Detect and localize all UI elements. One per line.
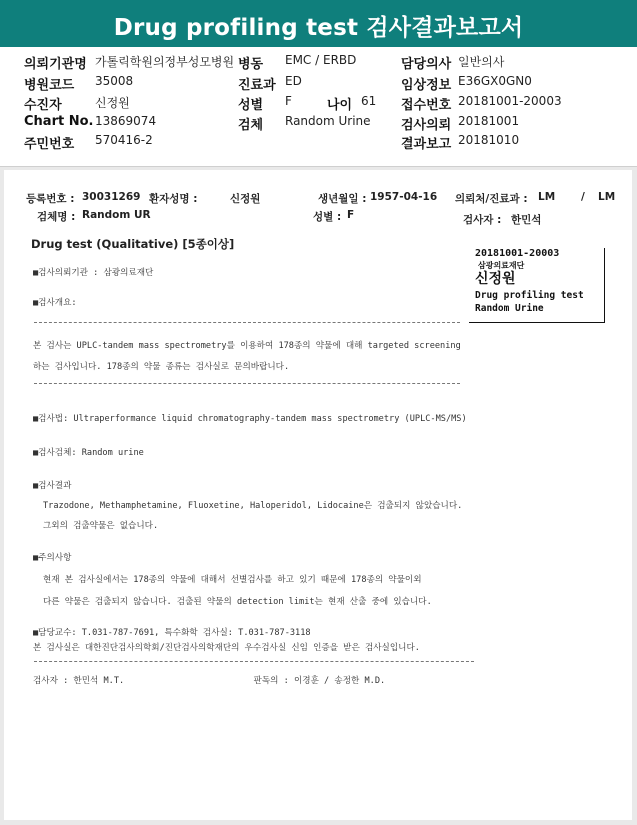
- caution-line-1: 현재 본 검사실에서는 178종의 약물에 대해서 선별검사를 하고 있기 때문에 178종의 약물이외: [43, 575, 422, 585]
- contact-line: ■담당교수: T.031-787-7691, 특수화학 검사실: T.031-787-3118: [33, 628, 311, 638]
- info-row: [0, 114, 637, 133]
- certification-line: 본 검사실은 대한진단검사의학회/진단검사의학재단의 우수검사실 신임 인증을 받은 검사실입니다.: [33, 643, 420, 653]
- info-label: 수진자: [24, 98, 62, 113]
- info-row: [0, 133, 637, 152]
- dob-value: 1957-04-16: [370, 191, 438, 203]
- test-title: Drug test (Qualitative) [5종이상]: [31, 237, 235, 251]
- info-row: [0, 74, 637, 93]
- info-row: [0, 94, 637, 113]
- info-label: 접수번호: [401, 98, 452, 113]
- info-value: F: [285, 94, 292, 108]
- info-value: EMC / ERBD: [285, 53, 357, 67]
- caution-heading: ■주의사항: [33, 553, 72, 563]
- title-bar: [0, 0, 637, 47]
- sample-patient-name: 신정원: [475, 271, 516, 287]
- report-document: [4, 170, 632, 820]
- examiner-label: 검사자 :: [463, 214, 502, 226]
- dob-label: 생년월일 :: [318, 193, 367, 205]
- info-value: 20181010: [458, 133, 520, 147]
- info-label: 결과보고: [401, 137, 452, 152]
- info-label: 성별: [238, 98, 264, 113]
- info-label: 병원코드: [24, 78, 75, 93]
- info-value: 일반의사: [458, 55, 505, 69]
- patient-name: 신정원: [230, 193, 261, 205]
- info-value: 20181001-20003: [458, 94, 562, 108]
- sample-number: 20181001-20003: [475, 248, 560, 259]
- sample-lab: 삼광의료재단: [478, 261, 525, 270]
- divider: [34, 383, 460, 384]
- info-label: 검체: [238, 118, 264, 133]
- department-label: 의뢰처/진료과 :: [455, 193, 528, 205]
- sample-label: [469, 248, 605, 323]
- sex-label: 성별 :: [313, 211, 342, 223]
- info-value: 570416-2: [95, 133, 153, 147]
- page-title: Drug profiling test 검사결과보고서: [113, 15, 524, 41]
- age-value: 61: [361, 94, 377, 108]
- registration-number-label: 등록번호 :: [26, 193, 75, 205]
- info-value: 가톨릭학원의정부성모병원: [95, 55, 235, 69]
- overview-line-1: 본 검사는 UPLC-tandem mass spectrometry를 이용하여 178종의 약물에 대해 targeted screening: [33, 341, 461, 351]
- patient-info-panel: [0, 47, 637, 167]
- info-label: 임상정보: [401, 78, 452, 93]
- info-label: 의뢰기관명: [24, 57, 87, 72]
- specimen-name: Random UR: [82, 209, 151, 221]
- info-value: 13869074: [95, 114, 157, 128]
- specimen-line: ■검사검체: Random urine: [33, 448, 144, 458]
- patient-name-label: 환자성명 :: [149, 193, 198, 205]
- info-value: 20181001: [458, 114, 520, 128]
- method-line: ■검사법: Ultraperformance liquid chromatography-tandem mass spectrometry (UPLC-MS/MS): [33, 414, 467, 424]
- info-row: [0, 53, 637, 72]
- sample-specimen: Random Urine: [475, 303, 544, 314]
- info-label: 검사의뢰: [401, 118, 452, 133]
- divider: [34, 661, 474, 662]
- department-value: LM: [538, 191, 556, 203]
- info-value: 35008: [95, 74, 134, 88]
- result-line-2: 그외의 검출약물은 없습니다.: [43, 521, 159, 531]
- department-separator: /: [581, 191, 585, 203]
- overview-line-2: 하는 검사입니다. 178종의 약물 종류는 검사실로 문의바랍니다.: [33, 362, 290, 372]
- info-value: Random Urine: [285, 114, 371, 128]
- result-line-1: Trazodone, Methamphetamine, Fluoxetine, Haloperidol, Lidocaine은 검출되지 않았습니다.: [43, 501, 463, 511]
- divider: [34, 322, 460, 323]
- sample-test-name: Drug profiling test: [475, 290, 584, 301]
- examiner-name: 한민석: [511, 214, 542, 226]
- info-value: 신정원: [95, 96, 130, 110]
- result-heading: ■검사결과: [33, 481, 72, 491]
- age-label: 나이: [327, 98, 353, 113]
- registration-number: 30031269: [82, 191, 141, 203]
- caution-line-2: 다른 약물은 검출되지 않습니다. 검출된 약물의 detection limit는 현재 산출 중에 있습니다.: [43, 597, 432, 607]
- overview-heading: ■검사개요:: [33, 298, 77, 308]
- sex-value: F: [347, 209, 355, 221]
- institution-line: ■검사의뢰기관 : 삼광의료재단: [33, 268, 154, 278]
- department-value-2: LM: [598, 191, 616, 203]
- specimen-name-label: 검체명 :: [37, 211, 76, 223]
- info-label: 담당의사: [401, 57, 452, 72]
- info-label: 병동: [238, 57, 264, 72]
- info-label: Chart No.: [24, 114, 94, 129]
- info-value: ED: [285, 74, 302, 88]
- signatures-line: 검사자 : 한민석 M.T. 판독의 : 이경훈 / 송정한 M.D.: [33, 676, 386, 686]
- info-value: E36GX0GN0: [458, 74, 532, 88]
- info-label: 주민번호: [24, 137, 75, 152]
- info-label: 진료과: [238, 78, 276, 93]
